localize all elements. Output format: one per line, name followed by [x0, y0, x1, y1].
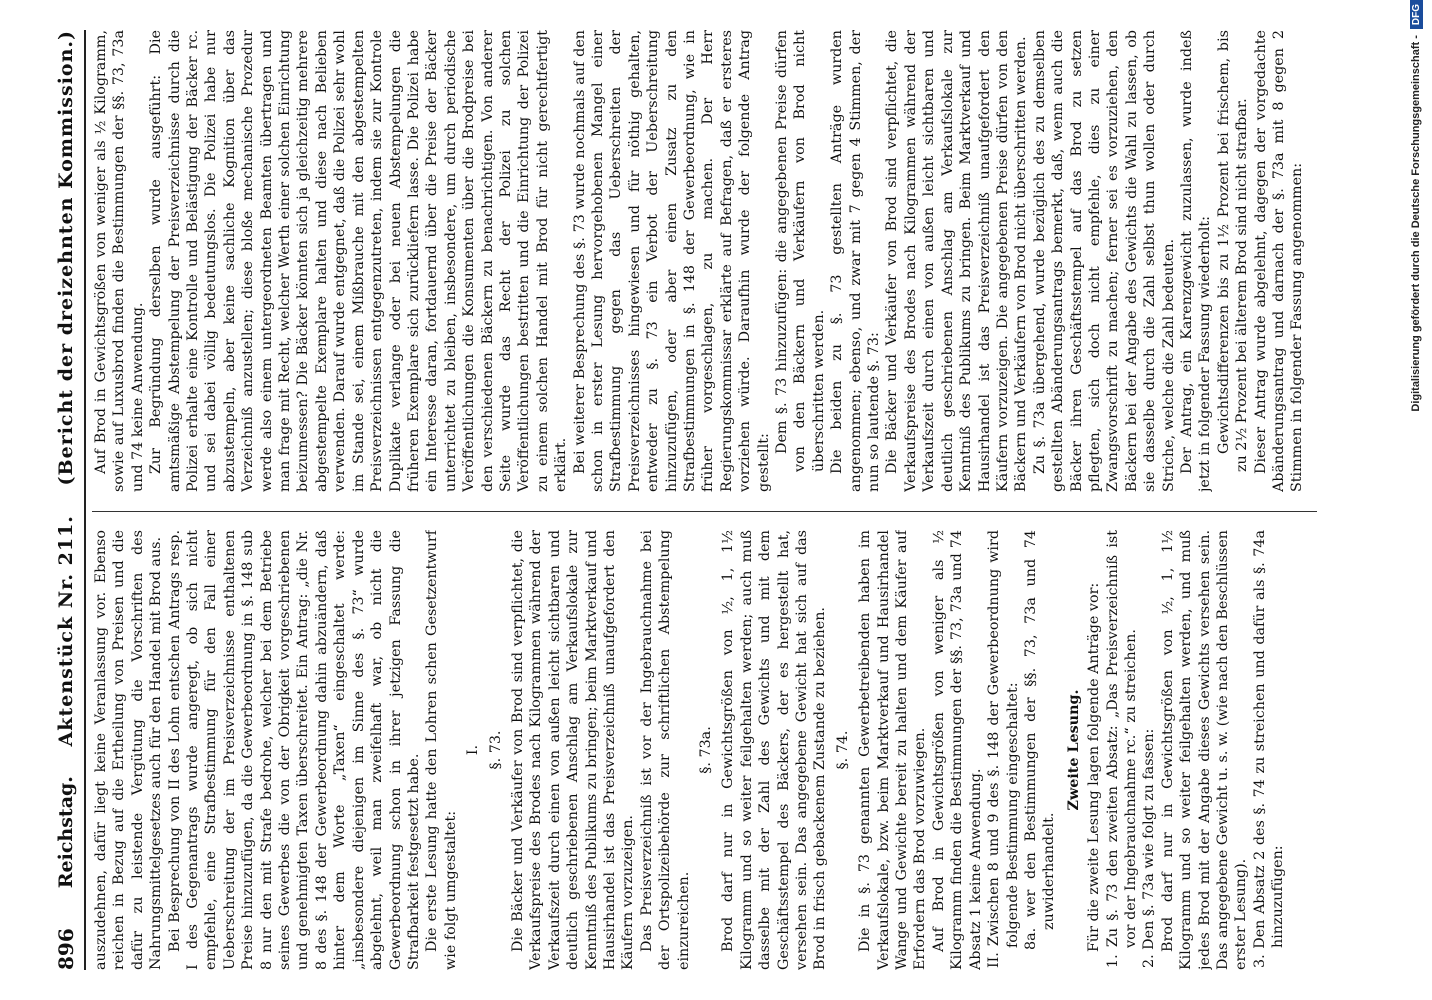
paragraph: Brod darf nur in Gewichtsgrößen von ½, 1, 1½ Kilogramm und so weiter feilgehalten werden; auch muß dasselbe mit der Zahl des Gewichts und mit dem Geschäftsstempel des Bäckers, der es hergestellt hat, versehen sein. Das angegebene Gewicht hat sich auf das Brod in frisch gebackenem Zustande zu beziehen. [720, 530, 829, 970]
paragraph: Zur Begründung derselben wurde ausgeführt: Die amtsmäßige Abstempelung der Preisverzeichnisse durch die Polizei erhalte eine Kontrolle und Belästigung der Bäcker rc. und sei dabei völlig bedeutungslos. Die Polizei habe nur abzustempeln, aber keine sachliche Kognition über das Verzeichniß anzustellen; diese bloße mechanische Prozedur werde also einem untergeordneten Beamten übertragen und man frage mit Recht, welcher Werth einer solchen Einrichtung beizumessen? Die Bäcker könnten sich ja gleichzeitig mehrere abgestempelte Exemplare halten und diese nach Belieben verwenden. Darauf wurde entgegnet, daß die Polizei sehr wohl im Stande sei, einem Mißbrauche mit den abgestempelten Preisverzeichnissen entgegenzutreten, indem sie zur Kontrole Duplikate verlange oder bei neuen Abstempelungen die früheren Exemplare sich zurückliefern lasse. Die Polizei habe ein Interesse daran, fortdauernd über die Preise der Bäcker unterrichtet zu bleiben, insbesondere, um durch periodische Veröffentlichungen die Konsumenten über die Brodpreise bei den verschiedenen Bäckern zu benachrichtigen. Von anderer Seite wurde das Recht der Polizei zu solchen Veröffentlichungen bestritten und die Einrichtung der Polizei zu einem solchen Handel mit Brod für nicht gerechtfertigt erklärt. [148, 30, 570, 492]
column-divider [92, 511, 1317, 512]
right-column [92, 30, 1317, 492]
scanned-page [8, 0, 1338, 1000]
digitization-credit [1397, 0, 1432, 1000]
list-item: 2. Den §. 73a wie folgt zu fassen: [1141, 728, 1158, 968]
header-left: Reichstag. [55, 776, 77, 889]
paragraph: Bei weiterer Besprechung des §. 73 wurde nochmals auf den schon in erster Lesung hervorgehobenen Mangel einer Strafbestimmung gegen das Ueberschreiten der Preisverzeichnisses hingewiesen und für nöthig gehalten, entweder zu §. 73 ein Verbot der Ueberschreitung hinzuzufügen, oder aber einen Zusatz zu den Strafbestimmungen in §. 148 der Gewerbeordnung, wie in früher vorgeschlagen, zu machen. Der Herr Regierungskommissar erklärte auf Befragen, daß er ersteres vorziehen würde. Daraufhin wurde der folgende Antrag gestellt: [571, 30, 772, 492]
paragraph: Der Antrag, ein Karenzgewicht zuzulassen, wurde indeß jetzt in folgender Fassung wiederholt: [1178, 30, 1214, 492]
paragraph: Dieser Antrag wurde abgelehnt, dagegen der vorgedachte Abänderungsantrag und darnach der §. 73a mit 8 gegen 2 Stimmen in folgender Fassung angenommen: [1252, 30, 1306, 492]
credit-text: Digitalisierung gefördert durch die Deutsche Forschungsgemeinschaft - [1410, 35, 1422, 412]
header-right: (Bericht der dreizehnten Kommission.) [55, 30, 77, 486]
paragraph: Die beiden zu §. 73 gestellten Anträge wurden angenommen; ebenso, und zwar mit 7 gegen 4 Stimmen, der nun so lautende §. 73: [829, 30, 883, 492]
page-header [48, 30, 86, 970]
roman-numeral: I. [465, 744, 482, 756]
list-item: 1. Zu §. 73 den zweiten Absatz: „Das Preisverzeichniß ist vor der Ingebrauchnahme rc.“ zu streichen. [1104, 530, 1139, 968]
section-heading: §. 73a. [698, 726, 714, 774]
paragraph: Die erste Lesung hatte den Lohren schen Gesetzentwurf wie folgt umgestaltet: [424, 530, 459, 970]
paragraph: Auf Brod in Gewichtsgrößen von weniger als ½ Kilogramm finden die Bestimmungen der §§. 73, 73a und 74 Absatz 1 keine Anwendung. [930, 530, 984, 970]
paragraph: Gewichtsdifferenzen bis zu 1½ Prozent bei frischem, bis zu 2½ Prozent bei älterem Brod sind nicht strafbar. [1215, 30, 1251, 472]
list-item: 3. Den Absatz 2 des §. 74 zu streichen und dafür als §. 74a hinzuzufügen: [1251, 530, 1287, 968]
paragraph: Für die zweite Lesung lagen folgende Anträge vor: [1086, 582, 1103, 952]
paragraph: Auf Brod in Gewichtsgrößen von weniger als ½ Kilogramm, sowie auf Luxusbrod finden die Bestimmungen der §§. 73, 73a und 74 keine Anwendung. [93, 30, 146, 492]
paragraph: Brod darf nur in Gewichtsgrößen von ½, 1, 1½ Kilogramm und so weiter feilgehalten werden, und muß jedes Brod mit der Angabe dieses Gewichts versehen sein. Das angegebene Gewicht u. s. w. (wie nach den Beschlüssen erster Lesung). [1159, 530, 1250, 970]
paragraph: Das Preisverzeichniß ist vor der Ingebrauchnahme bei der Ortspolizeibehörde zur schriftlichen Abstempelung einzureichen. [638, 530, 692, 970]
list-item: 8a. wer den Bestimmungen der §§. 73, 73a und 74 zuwiderhandelt. [1022, 530, 1058, 950]
paragraph: Zu §. 73a übergehend, wurde bezüglich des zu demselben gestellten Abänderungsantrags bemerkt, daß, wenn auch die Bäcker ihren Geschäftsstempel auf das Brod zu setzen pflegten, sich doch nicht empfehle, dies zu einer Zwangsvorschrift zu machen; ferner sei es vorzuziehen, den Bäckern bei der Angabe des Gewichts die Wahl zu lassen, ob sie dasselbe durch die Zahl selbst thun wollen oder durch Striche, welche die Zahl bedeuten. [1031, 30, 1177, 492]
paragraph: Die Bäcker und Verkäufer von Brod sind verpflichtet, die Verkaufspreise des Brodes nach Kilogrammen während der Verkaufszeit durch einen von außen leicht sichtbaren und deutlich geschriebenen Anschlag am Verkaufslokale zur Kenntniß des Publikums zu bringen. Beim Marktverkauf und Hausirhandel ist das Preisverzeichniß unaufgefordert den Käufern vorzuzeigen. Die angegebenen Preise dürfen von den Bäckern und Verkäufern von Brod nicht überschritten werden. [884, 30, 1030, 492]
header-center: Aktenstück Nr. 211. [55, 515, 77, 747]
page-number: 896 [54, 928, 78, 970]
section-heading: §. 73. [487, 730, 504, 770]
section-heading: §. 74. [834, 730, 851, 770]
subheading: Zweite Lesung. [1065, 689, 1082, 811]
paragraph: auszudehnen, dafür liegt keine Veranlassung vor. Ebenso reichen in Bezug auf die Ertheilung von Preisen und die dafür zu leistende Vergütung die Vorschriften des Nahrungsmittelgesetzes auch für den Handel mit Brod aus. [93, 530, 165, 970]
paragraph: Die Bäcker und Verkäufer von Brod sind verpflichtet, die Verkaufspreise des Brodes nach Kilogrammen während der Verkaufszeit durch einen von außen leicht sichtbaren und deutlich geschriebenen Anschlag am Verkaufslokale zur Kenntniß des Publikums zu bringen; beim Marktverkauf und Hausirhandel ist das Preisverzeichniß unaufgefordert den Käufern vorzuzeigen. [509, 530, 637, 970]
list-item: II. Zwischen 8 und 9 des §. 148 der Gewerbeordnung wird folgende Bestimmung eingeschaltet: [986, 530, 1021, 968]
paragraph: Dem §. 73 hinzuzufügen: die angegebenen Preise dürfen von den Bäckern und Verkäufern von Brod nicht überschritten werden. [774, 30, 827, 472]
paragraph: Bei Besprechung von II des Lohn entschen Antrags resp. I des Gegenantrags wurde angeregt, ob sich nicht empfehle, eine Strafbestimmung für den Fall einer Ueberschreitung der im Preisverzeichnisse enthaltenen Preise hinzuzufügen, da die Gewerbeordnung in §. 148 sub 8 nur den mit Strafe bedrohe, welcher bei dem Betriebe seines Gewerbes die von der Obrigkeit vorgeschriebenen und genehmigten Taxen überschreitet. Ein Antrag: „die Nr. 8 des §. 148 der Gewerbeordnung dahin abzuändern, daß hinter dem Worte „Taxen“ eingeschaltet werde: „insbesondere diejenigen im Sinne des §. 73“ wurde abgelehnt, weil man zweifelhaft war, ob nicht die Gewerbeordnung schon in ihrer jetzigen Fassung die Strafbarkeit festgesetzt habe. [166, 530, 422, 970]
dfg-logo: DFG [1410, 0, 1423, 29]
left-column [92, 530, 1317, 970]
paragraph: Die in §. 73 genannten Gewerbetreibenden haben im Verkaufslokale, bzw. beim Marktverkauf und Hausirhandel Wange und Gewichte bereit zu halten und dem Käufer auf Erfordern das Brod vorzuwiegen. [857, 530, 929, 970]
